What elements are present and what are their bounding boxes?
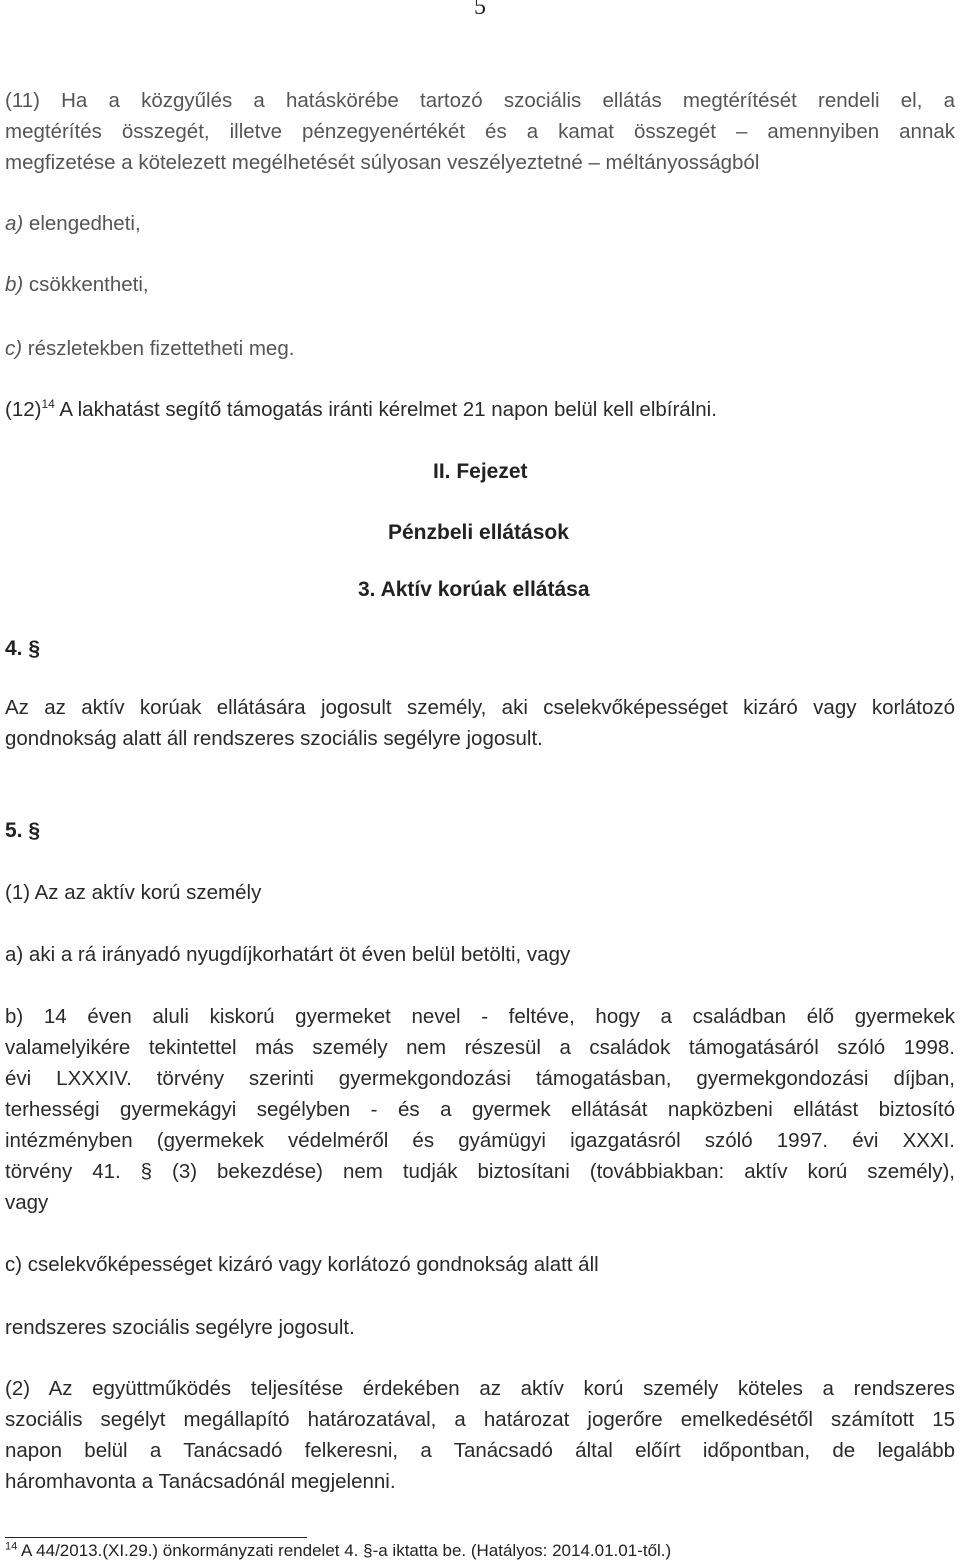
section-4-line-1: Az az aktív korúak ellátására jogosult személy, aki cselekvőképességet kizáró vagy korlátozó bbox=[5, 696, 955, 719]
footnote-ref-14[interactable]: 14 bbox=[41, 397, 55, 412]
section-5-item-c: c) cselekvőképességet kizáró vagy korlátozó gondnokság alatt áll bbox=[5, 1253, 599, 1276]
list-item-c bbox=[5, 334, 955, 364]
chapter-title: Pénzbeli ellátások bbox=[388, 521, 569, 544]
list-marker-c: c) bbox=[5, 337, 23, 360]
section-5-p2-line-2: szociális segélyt megállapító határozatával, a határozat jogerőre emelkedésétől számított 15 bbox=[5, 1408, 955, 1431]
footnote-mark: 14 bbox=[5, 1540, 18, 1553]
list-item-b bbox=[5, 270, 955, 300]
list-item-a bbox=[5, 209, 955, 239]
paragraph-11-line-3: megfizetése a kötelezett megélhetését súlyosan veszélyeztetné – méltányosságból bbox=[5, 151, 760, 174]
chapter-number: II. Fejezet bbox=[433, 460, 528, 483]
paragraph-12 bbox=[5, 395, 955, 425]
list-text-c: részletekben fizettetheti meg. bbox=[22, 337, 295, 360]
section-5-item-b-line-5: intézményben (gyermekek védelméről és gyámügyi igazgatásról szóló 1997. évi XXXI. bbox=[5, 1129, 955, 1152]
section-5-item-b-line-4: terhességi gyermekágyi segélyben - és a gyermek ellátását napközbeni ellátást biztosító bbox=[5, 1098, 955, 1121]
section-5-item-b-line-7: vagy bbox=[5, 1191, 49, 1214]
section-4-line-2: gondnokság alatt áll rendszeres szociális segélyre jogosult. bbox=[5, 727, 543, 750]
section-title: 3. Aktív korúak ellátása bbox=[358, 578, 590, 601]
section-5-item-b-line-6: törvény 41. § (3) bekezdése) nem tudják biztosítani (továbbiakban: aktív korú személy), bbox=[5, 1160, 955, 1183]
section-5-label: 5. § bbox=[5, 819, 41, 842]
paragraph-11-line-1: (11) Ha a közgyűlés a hatáskörébe tartozó szociális ellátás megtérítését rendeli el, a bbox=[5, 89, 955, 112]
list-marker-a: a) bbox=[5, 212, 24, 235]
section-5-item-b-line-2: valamelyikére tekintettel más személy nem részesül a családok támogatásáról szóló 1998. bbox=[5, 1036, 955, 1059]
footnote-14 bbox=[5, 1538, 671, 1564]
section-5-item-b-line-1: b) 14 éven aluli kiskorú gyermeket nevel - feltéve, hogy a családban élő gyermekek bbox=[5, 1005, 955, 1028]
section-5-item-a: a) aki a rá irányadó nyugdíjkorhatárt öt éven belül betölti, vagy bbox=[5, 943, 571, 966]
paragraph-12-text: A lakhatást segítő támogatás iránti kérelmet 21 napon belül kell elbírálni. bbox=[54, 398, 717, 421]
paragraph-12-prefix: (12) bbox=[5, 398, 42, 421]
section-5-item-c-continued: rendszeres szociális segélyre jogosult. bbox=[5, 1316, 355, 1339]
page-number: 5 bbox=[474, 0, 486, 20]
section-5-p1: (1) Az az aktív korú személy bbox=[5, 881, 262, 904]
section-4-label: 4. § bbox=[5, 637, 41, 660]
section-5-item-b-line-3: évi LXXXIV. törvény szerinti gyermekgondozási támogatásban, gyermekgondozási díjban, bbox=[5, 1067, 955, 1090]
section-5-p2-line-3: napon belül a Tanácsadó felkeresni, a Tanácsadó által előírt időpontban, de legalább bbox=[5, 1439, 955, 1462]
section-5-p2-line-1: (2) Az együttműködés teljesítése érdekében az aktív korú személy köteles a rendszeres bbox=[5, 1377, 955, 1400]
list-text-a: elengedheti, bbox=[23, 212, 141, 235]
list-text-b: csökkentheti, bbox=[23, 273, 149, 296]
paragraph-11-line-2: megtérítés összegét, illetve pénzegyenértékét és a kamat összegét – amennyiben annak bbox=[5, 120, 955, 143]
list-marker-b: b) bbox=[5, 273, 24, 296]
section-5-p2-line-4: háromhavonta a Tanácsadónál megjelenni. bbox=[5, 1470, 396, 1493]
footnote-text: A 44/2013.(XI.29.) önkormányzati rendelet 4. §-a iktatta be. (Hatályos: 2014.01.01-től.) bbox=[17, 1541, 672, 1560]
